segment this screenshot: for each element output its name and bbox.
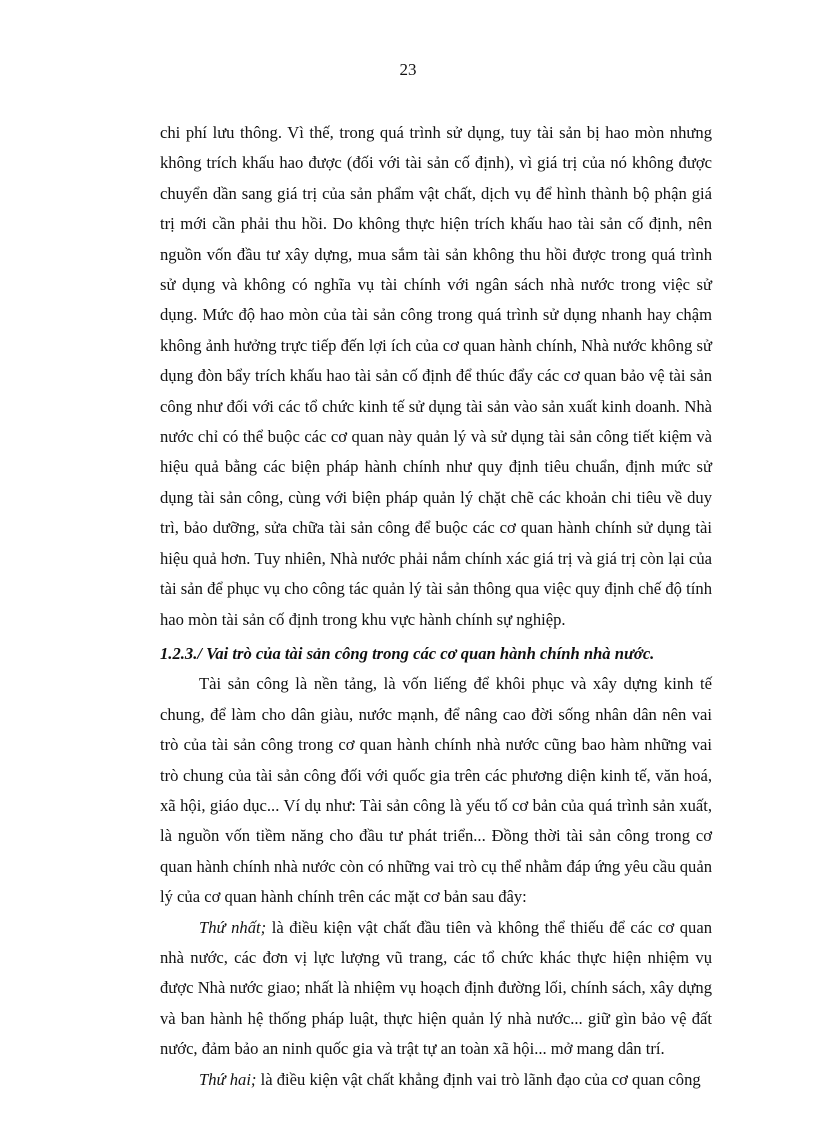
section-heading: 1.2.3./ Vai trò của tài sản công trong các cơ quan hành chính nhà nước. (160, 643, 655, 663)
paragraph-continuation: chi phí lưu thông. Vì thế, trong quá trình sử dụng, tuy tài sản bị hao mòn nhưng không trích khấu hao được (đối với tài sản cố định), vì giá trị của nó không được chuyển dần sang giá trị của sản phẩm vật chất, dịch vụ để hình thành bộ phận giá trị mới cần phải thu hồi. Do không thực hiện trích khấu hao tài sản cố định, nên nguồn vốn đầu tư xây dựng, mua sắm tài sản không thu hồi được trong quá trình sử dụng và không có nghĩa vụ tài chính với ngân sách nhà nước trong việc sử dụng. Mức độ hao mòn của tài sản công trong quá trình sử dụng nhanh hay chậm không ảnh hưởng trực tiếp đến lợi ích của cơ quan hành chính, Nhà nước không sử dụng đòn bẩy trích khấu hao tài sản cố định để thúc đẩy các cơ quan bảo vệ tài sản công như đối với các tổ chức kinh tế sử dụng tài sản vào sản xuất kinh doanh. Nhà nước chỉ có thể buộc các cơ quan này quản lý và sử dụng tài sản công tiết kiệm và hiệu quả bằng các biện pháp hành chính như quy định tiêu chuẩn, định mức sử dụng tài sản công, cùng với biện pháp quản lý chặt chẽ các khoản chi tiêu về duy trì, bảo dưỡng, sửa chữa tài sản công để buộc các cơ quan hành chính sử dụng tài hiệu quả hơn. Tuy nhiên, Nhà nước phải nắm chính xác giá trị và giá trị còn lại của tài sản để phục vụ cho công tác quản lý tài sản thông qua việc quy định chế độ tính hao mòn tài sản cố định trong khu vực hành chính sự nghiệp. (160, 123, 712, 629)
paragraph-first-role (160, 913, 712, 1065)
paragraph-role-intro: Tài sản công là nền tảng, là vốn liếng để khôi phục và xây dựng kinh tế chung, để làm cho dân giàu, nước mạnh, để nâng cao đời sống nhân dân nên vai trò của tài sản công trong cơ quan hành chính nhà nước cũng bao hàm những vai trò chung của tài sản công đối với quốc gia trên các phương diện kinh tế, văn hoá, xã hội, giáo dục... Ví dụ như: Tài sản công là yếu tố cơ bản của quá trình sản xuất, là nguồn vốn tiềm năng cho đầu tư phát triển... Đồng thời tài sản công trong cơ quan hành chính nhà nước còn có những vai trò cụ thể nhằm đáp ứng yêu cầu quản lý của cơ quan hành chính trên các mặt cơ bản sau đây: (160, 674, 712, 907)
first-role-text: là điều kiện vật chất đầu tiên và không thể thiếu để các cơ quan nhà nước, các đơn vị lực lượng vũ trang, các tổ chức khác thực hiện nhiệm vụ được Nhà nước giao; nhất là nhiệm vụ hoạch định đường lối, chính sách, xây dựng và ban hành hệ thống pháp luật, thực hiện quản lý nhà nước... giữ gìn bảo vệ đất nước, đảm bảo an ninh quốc gia và trật tự an toàn xã hội... mở mang dân trí. (160, 917, 712, 1059)
second-role-lead: Thứ hai; (199, 1069, 257, 1089)
page-number: 23 (399, 60, 417, 79)
first-role-lead: Thứ nhất; (199, 917, 267, 937)
second-role-text: là điều kiện vật chất khẳng định vai trò lãnh đạo của cơ quan công (256, 1069, 701, 1089)
body-text (160, 118, 712, 1095)
paragraph-second-role (160, 1065, 712, 1095)
